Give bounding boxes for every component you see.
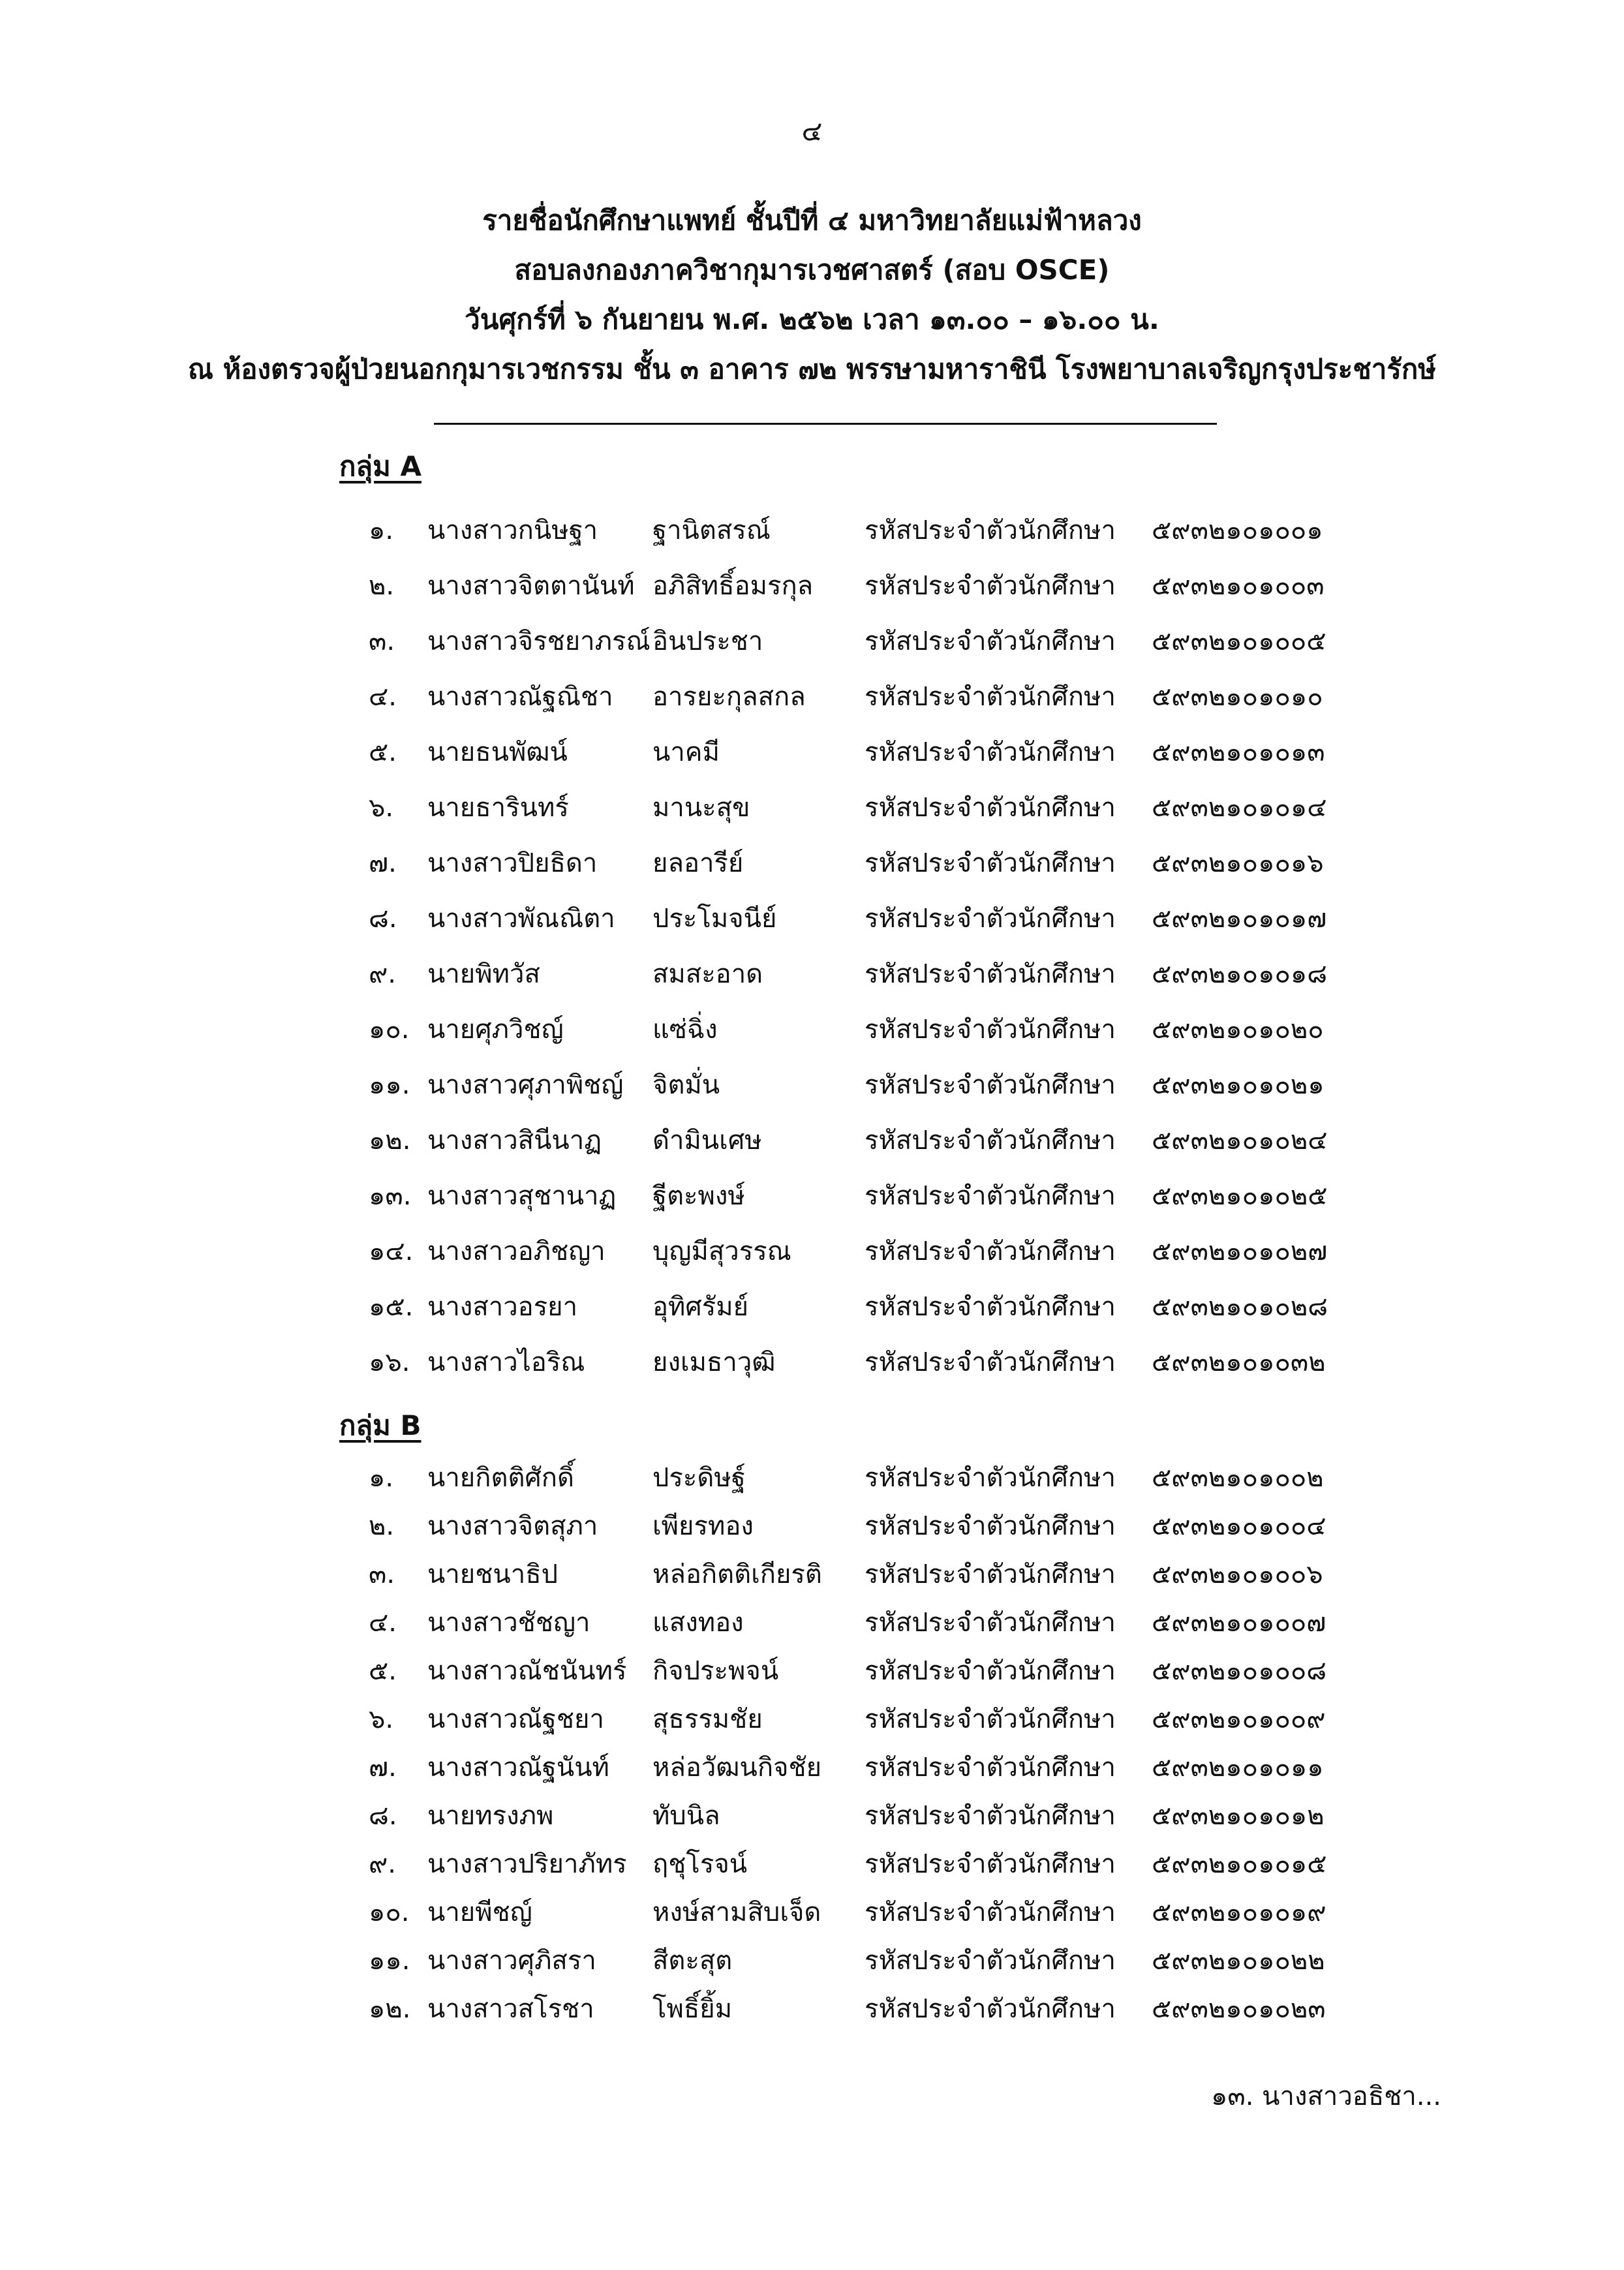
student-number: ๗. [369,1753,397,1783]
student-number: ๑๔. [369,1236,414,1266]
heading-divider [434,423,1217,425]
student-id: ๕๙๓๒๑๐๑๐๒๐ [1152,1015,1324,1045]
student-name: นางสาวอรยา [427,1292,578,1322]
student-id-label: รหัสประจำตัวนักศึกษา [865,904,1116,934]
student-id-label: รหัสประจำตัวนักศึกษา [865,737,1116,767]
student-row [0,1939,1624,1987]
student-name: นางสาวไอริณ [427,1347,585,1377]
heading-title: รายชื่อนักศึกษาแพทย์ ชั้นปีที่ ๔ มหาวิทยาลัยแม่ฟ้าหลวง [482,204,1142,236]
student-id: ๕๙๓๒๑๐๑๐๑๘ [1152,959,1328,989]
student-surname: แสงทอง [652,1608,744,1638]
student-row [0,1119,1624,1174]
student-id: ๕๙๓๒๑๐๑๐๐๔ [1152,1511,1326,1541]
student-id: ๕๙๓๒๑๐๑๐๐๒ [1152,1463,1324,1493]
student-surname: สีตะสุต [652,1946,733,1976]
student-name: นางสาวจิตสุภา [427,1511,598,1541]
student-id-label: รหัสประจำตัวนักศึกษา [865,959,1116,989]
student-row [0,1891,1624,1939]
student-row [0,1987,1624,2036]
student-surname: ยลอารีย์ [652,848,744,878]
student-number: ๑๓. [369,1181,412,1211]
student-name: นางสาวณัฐณิชา [427,682,613,712]
student-row [0,1505,1624,1553]
student-row [0,1746,1624,1794]
student-name: นายศุภวิชญ์ [427,1015,564,1045]
student-surname: อุทิศรัมย์ [652,1292,749,1322]
student-number: ๒. [369,571,395,601]
student-name: นางสาวพัณณิตา [427,904,615,934]
student-number: ๘. [369,904,397,934]
student-surname: หล่อวัฒนกิจชัย [652,1753,822,1783]
student-surname: สุธรรมชัย [652,1704,763,1734]
student-id: ๕๙๓๒๑๐๑๐๐๙ [1152,1704,1326,1734]
student-name: นางสาวณัฐนันท์ [427,1753,609,1783]
student-surname: จิตมั่น [652,1070,720,1100]
student-id: ๕๙๓๒๑๐๑๐๒๔ [1152,1126,1328,1156]
student-id-label: รหัสประจำตัวนักศึกษา [865,1656,1116,1686]
student-surname: เพียรทอง [652,1511,754,1541]
student-id: ๕๙๓๒๑๐๑๐๑๕ [1152,1849,1327,1879]
student-number: ๔. [369,682,397,712]
student-number: ๑๑. [369,1946,410,1976]
heading-subtitle: สอบลงกองภาควิชากุมารเวชศาสตร์ (สอบ OSCE) [514,254,1110,286]
student-number: ๔. [369,1608,397,1638]
student-surname: อินประชา [652,626,763,656]
student-name: นางสาวณัชนันทร์ [427,1656,627,1686]
student-id: ๕๙๓๒๑๐๑๐๒๘ [1152,1292,1328,1322]
student-name: นางสาวณัฐชยา [427,1704,604,1734]
student-surname: ประโมจนีย์ [652,904,777,934]
student-name: นางสาวจิตตานันท์ [427,571,635,601]
student-number: ๑. [369,515,394,545]
student-surname: อารยะกุลสกล [652,682,806,712]
student-id: ๕๙๓๒๑๐๑๐๑๗ [1152,904,1327,934]
student-id-label: รหัสประจำตัวนักศึกษา [865,626,1116,656]
group-b-roster [0,1456,1624,2036]
heading-date-time: วันศุกร์ที่ ๖ กันยายน พ.ศ. ๒๕๖๒ เวลา ๑๓.๐๐ – ๑๖.๐๐ น. [465,303,1159,335]
student-surname: ดำมินเศษ [652,1126,762,1156]
student-name: นางสาวปิยธิดา [427,848,598,878]
student-id-label: รหัสประจำตัวนักศึกษา [865,1704,1116,1734]
group-a-title: กลุ่ม A [339,450,421,482]
student-id-label: รหัสประจำตัวนักศึกษา [865,1801,1116,1831]
student-id-label: รหัสประจำตัวนักศึกษา [865,1559,1116,1589]
student-name: นางสาวอภิชญา [427,1236,605,1266]
student-name: นางสาวปริยาภัทร [427,1849,627,1879]
student-number: ๒. [369,1511,395,1541]
student-surname: บุญมีสุวรรณ [652,1236,791,1266]
student-surname: หล่อกิตติเกียรติ [652,1559,822,1589]
student-id: ๕๙๓๒๑๐๑๐๒๓ [1152,1994,1326,2024]
student-row [0,1064,1624,1119]
student-id: ๕๙๓๒๑๐๑๐๒๑ [1152,1070,1325,1100]
student-row [0,897,1624,953]
student-id: ๕๙๓๒๑๐๑๐๑๐ [1152,682,1323,712]
continuation-note: ๑๓. นางสาวอธิชา... [1210,2081,1441,2111]
student-surname: มานะสุข [652,793,750,823]
student-number: ๑๕. [369,1292,414,1322]
student-id: ๕๙๓๒๑๐๑๐๐๖ [1152,1559,1323,1589]
document-heading [0,196,1624,394]
student-surname: หงษ์สามสิบเจ็ด [652,1897,821,1927]
student-id-label: รหัสประจำตัวนักศึกษา [865,1753,1116,1783]
student-name: นายธารินทร์ [427,793,569,823]
student-id-label: รหัสประจำตัวนักศึกษา [865,1946,1116,1976]
student-id: ๕๙๓๒๑๐๑๐๑๒ [1152,1801,1325,1831]
student-id-label: รหัสประจำตัวนักศึกษา [865,571,1116,601]
student-id: ๕๙๓๒๑๐๑๐๑๓ [1152,737,1325,767]
student-row [0,620,1624,675]
student-id-label: รหัสประจำตัวนักศึกษา [865,1070,1116,1100]
student-surname: อภิสิทธิ์อมรกุล [652,571,814,601]
student-id-label: รหัสประจำตัวนักศึกษา [865,1292,1116,1322]
student-id-label: รหัสประจำตัวนักศึกษา [865,1347,1116,1377]
student-number: ๗. [369,848,397,878]
student-surname: นาคมี [652,737,720,767]
student-id-label: รหัสประจำตัวนักศึกษา [865,1608,1116,1638]
student-surname: สมสะอาด [652,959,763,989]
student-surname: ฤชุโรจน์ [652,1849,748,1879]
student-id: ๕๙๓๒๑๐๑๐๒๗ [1152,1236,1328,1266]
student-name: นางสาวสุชานาฏ [427,1181,617,1211]
student-id-label: รหัสประจำตัวนักศึกษา [865,1463,1116,1493]
student-id: ๕๙๓๒๑๐๑๐๒๕ [1152,1181,1328,1211]
student-name: นางสาวสโรชา [427,1994,594,2024]
student-number: ๕. [369,737,397,767]
student-name: นายชนาธิป [427,1559,558,1589]
student-number: ๑๐. [369,1897,410,1927]
student-surname: แซ่ฉิ่ง [652,1015,718,1045]
student-surname: ฐีตะพงษ์ [652,1181,745,1211]
student-id-label: รหัสประจำตัวนักศึกษา [865,1511,1116,1541]
student-number: ๖. [369,1704,394,1734]
student-id-label: รหัสประจำตัวนักศึกษา [865,1181,1116,1211]
student-id: ๕๙๓๒๑๐๑๐๐๑ [1152,515,1323,545]
student-id: ๕๙๓๒๑๐๑๐๐๘ [1152,1656,1327,1686]
student-id: ๕๙๓๒๑๐๑๐๑๙ [1152,1897,1326,1927]
student-id-label: รหัสประจำตัวนักศึกษา [865,848,1116,878]
student-name: นางสาวกนิษฐา [427,515,598,545]
student-id-label: รหัสประจำตัวนักศึกษา [865,1897,1116,1927]
student-id: ๕๙๓๒๑๐๑๐๐๓ [1152,571,1325,601]
student-id: ๕๙๓๒๑๐๑๐๓๒ [1152,1347,1326,1377]
student-surname: กิจประพจน์ [652,1656,779,1686]
page-number: ๔ [801,115,823,147]
student-number: ๓. [369,626,395,656]
student-number: ๘. [369,1801,397,1831]
student-surname: ประดิษฐ์ [652,1463,746,1493]
student-number: ๑๐. [369,1015,410,1045]
student-row [0,1698,1624,1746]
student-row [0,509,1624,564]
student-row [0,1649,1624,1698]
student-id: ๕๙๓๒๑๐๑๐๐๕ [1152,626,1326,656]
student-row [0,842,1624,897]
student-surname: ยงเมธาวุฒิ [652,1347,776,1377]
student-name: นายทรงภพ [427,1801,554,1831]
student-row [0,1843,1624,1891]
student-number: ๙. [369,1849,397,1879]
heading-location: ณ ห้องตรวจผู้ป่วยนอกกุมารเวชกรรม ชั้น ๓ อาคาร ๗๒ พรรษามหาราชินี โรงพยาบาลเจริญกรุงประชารักษ์ [188,353,1436,385]
student-row [0,1285,1624,1341]
student-number: ๓. [369,1559,395,1589]
student-surname: ฐานิตสรณ์ [652,515,771,545]
student-row [0,1341,1624,1396]
student-id-label: รหัสประจำตัวนักศึกษา [865,1015,1116,1045]
student-id-label: รหัสประจำตัวนักศึกษา [865,1849,1116,1879]
student-id-label: รหัสประจำตัวนักศึกษา [865,515,1116,545]
student-id-label: รหัสประจำตัวนักศึกษา [865,793,1116,823]
student-row [0,1794,1624,1843]
student-id-label: รหัสประจำตัวนักศึกษา [865,682,1116,712]
student-name: นางสาวสินีนาฏ [427,1126,602,1156]
student-row [0,1174,1624,1230]
student-number: ๑๖. [369,1347,410,1377]
student-name: นายพีชญ์ [427,1897,532,1927]
student-row [0,1601,1624,1649]
student-surname: โพธิ์ยิ้ม [652,1994,733,2024]
student-row [0,1008,1624,1064]
student-id-label: รหัสประจำตัวนักศึกษา [865,1126,1116,1156]
student-number: ๙. [369,959,397,989]
student-name: นางสาวศุภิสรา [427,1946,596,1976]
student-id: ๕๙๓๒๑๐๑๐๑๖ [1152,848,1324,878]
group-a-roster [0,509,1624,1396]
student-name: นางสาวชัชญา [427,1608,590,1638]
student-name: นางสาวศุภาพิชญ์ [427,1070,624,1100]
student-id: ๕๙๓๒๑๐๑๐๑๔ [1152,793,1327,823]
student-row [0,564,1624,620]
student-name: นายกิตติศักดิ์ [427,1463,574,1493]
group-b-title: กลุ่ม B [339,1409,421,1441]
student-row [0,1553,1624,1601]
student-surname: ทับนิล [652,1801,720,1831]
student-id-label: รหัสประจำตัวนักศึกษา [865,1994,1116,2024]
student-number: ๖. [369,793,394,823]
student-number: ๑. [369,1463,394,1493]
student-id: ๕๙๓๒๑๐๑๐๑๑ [1152,1753,1324,1783]
student-row [0,675,1624,731]
student-row [0,786,1624,842]
student-row [0,953,1624,1008]
student-id: ๕๙๓๒๑๐๑๐๐๗ [1152,1608,1326,1638]
student-row [0,731,1624,786]
student-name: นายพิทวัส [427,959,540,989]
student-number: ๑๒. [369,1126,411,1156]
student-name: นายธนพัฒน์ [427,737,568,767]
student-row [0,1456,1624,1505]
student-row [0,1230,1624,1285]
student-id-label: รหัสประจำตัวนักศึกษา [865,1236,1116,1266]
student-number: ๑๒. [369,1994,411,2024]
student-id: ๕๙๓๒๑๐๑๐๒๒ [1152,1946,1325,1976]
student-number: ๑๑. [369,1070,410,1100]
student-name: นางสาวจิรชยาภรณ์ [427,626,651,656]
student-number: ๕. [369,1656,397,1686]
